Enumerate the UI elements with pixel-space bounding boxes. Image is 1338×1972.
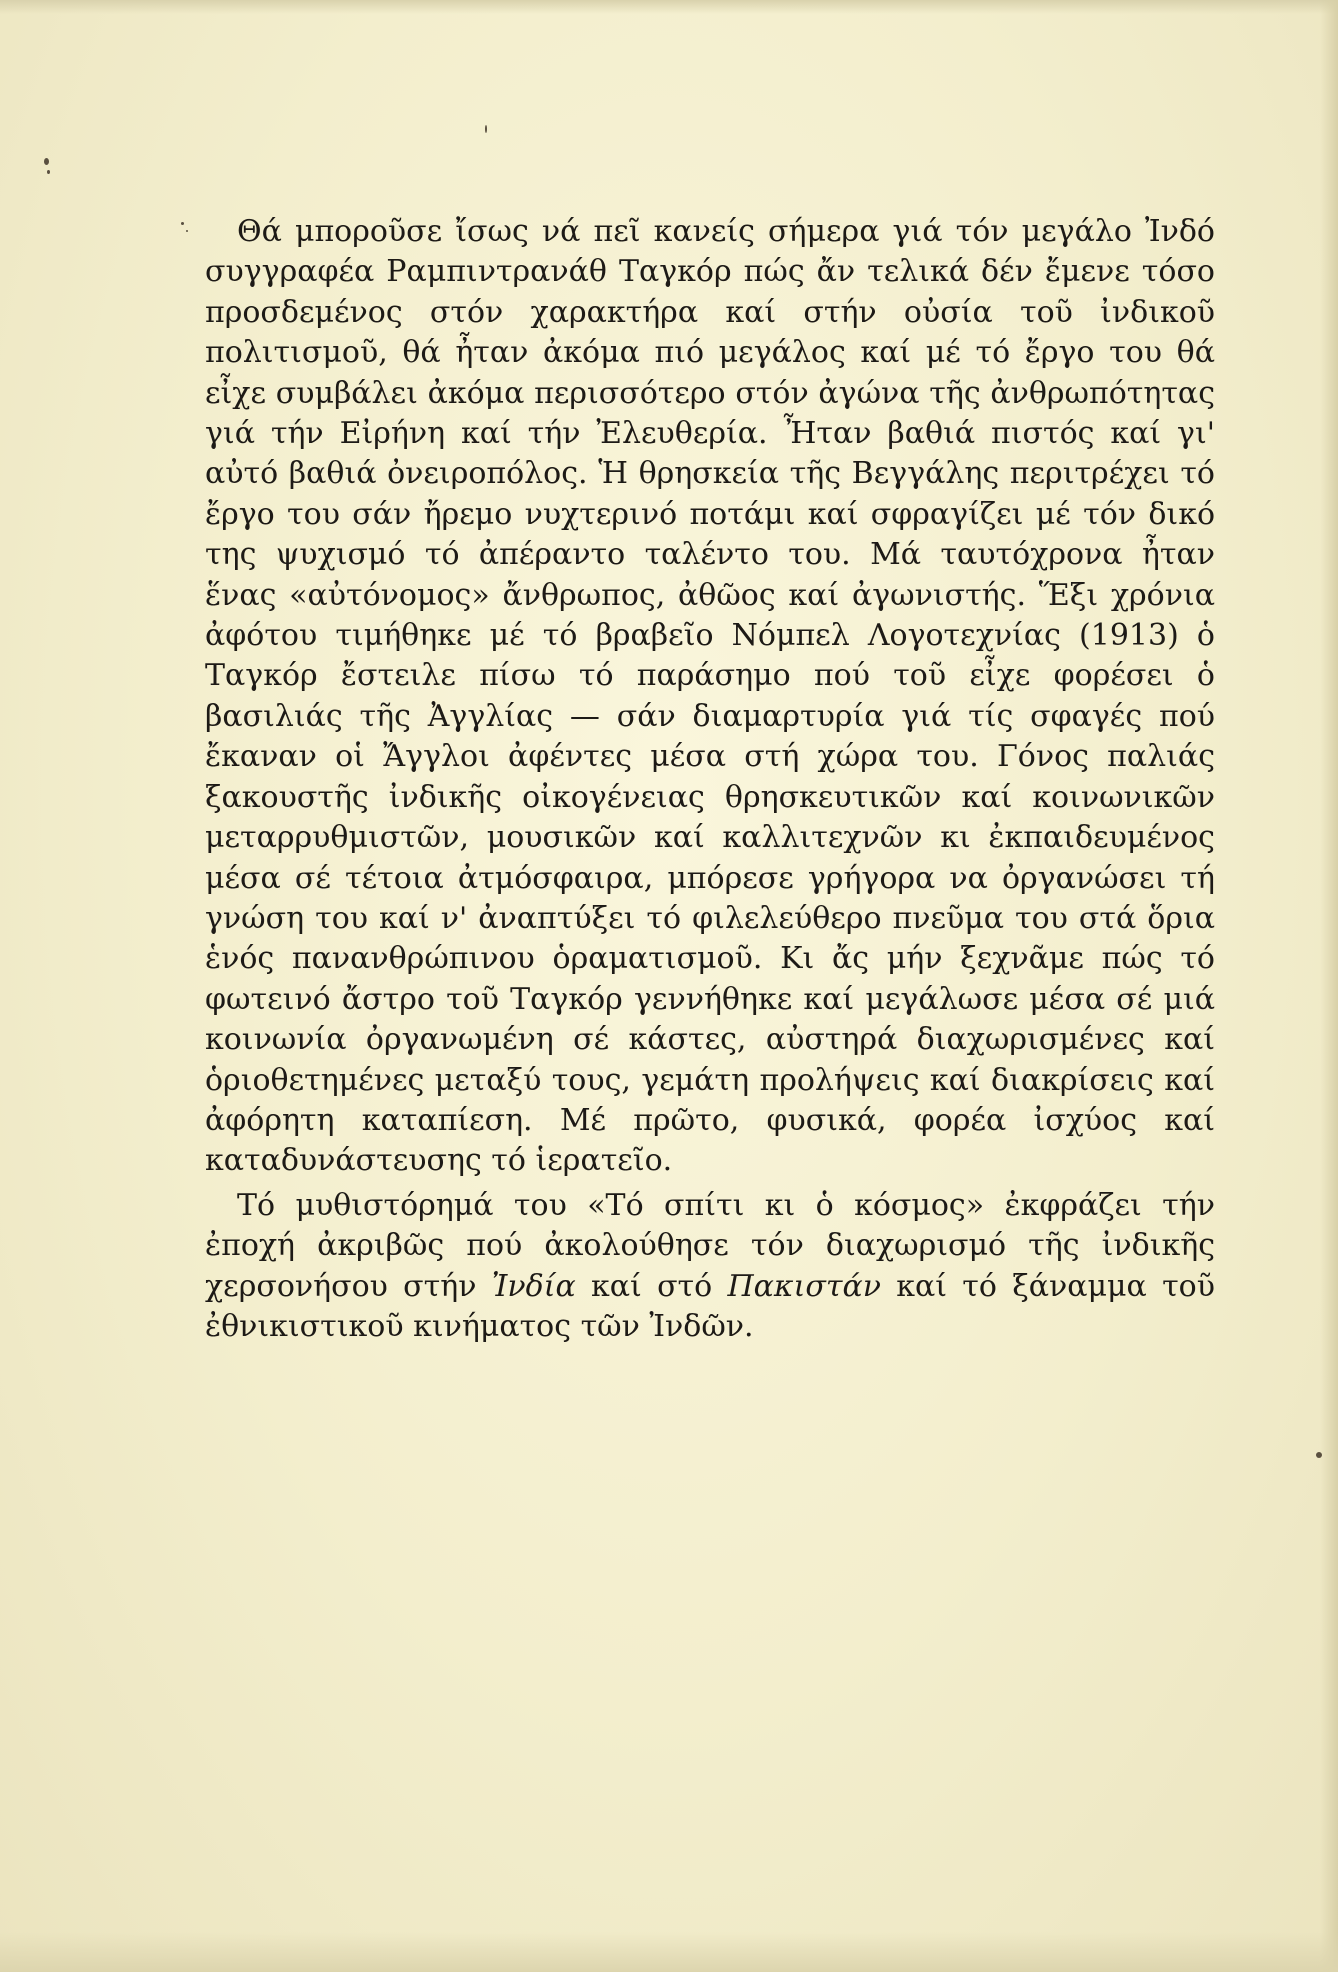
italic-term-india: Ἰνδία — [491, 1268, 576, 1304]
paragraph-novel-description — [205, 1186, 1215, 1348]
paper-speck — [1316, 1452, 1322, 1458]
page-right-edge-shadow — [1320, 0, 1338, 1972]
paper-speck — [186, 230, 188, 232]
paper-speck — [44, 158, 49, 165]
paragraph-2-text-part-2: καί στό — [575, 1268, 728, 1304]
italic-term-pakistan: Πακιστάν — [727, 1268, 881, 1304]
paper-speck — [485, 125, 487, 133]
paper-speck — [47, 170, 50, 174]
page-top-edge-shadow — [0, 0, 1338, 14]
paragraph-tagore-biography: Θά μποροῦσε ἴσως νά πεῖ κανείς σήμερα γιά τόν μεγάλο Ἰνδό συγγραφέα Ραμπιντρανάθ Ταγκόρ πώς ἄν τελικά δέν ἔμενε τόσο προσδεμένος στόν χαρακτήρα καί στήν οὐσία τοῦ ἰνδικοῦ πολιτισμοῦ, θά ἦταν ἀκόμα πιό μεγάλος καί μέ τό ἔργο του θά εἶχε συμβάλει ἀκόμα περισσότερο στόν ἀγώνα τῆς ἀνθρωπότητας γιά τήν Εἰρήνη καί τήν Ἐλευθερία. Ἦταν βαθιά πιστός καί γι' αὐτό βαθιά ὀνειροπόλος. Ἡ θρησκεία τῆς Βεγγάλης περιτρέχει τό ἔργο του σάν ἤρεμο νυχτερινό ποτάμι καί σφραγίζει μέ τόν δικό της ψυχισμό τό ἀπέραντο ταλέντο του. Μά ταυτόχρονα ἦταν ἕνας «αὐτόνομος» ἄνθρωπος, ἀθῶος καί ἀγωνιστής. Ἕξι χρόνια ἀφότου τιμήθηκε μέ τό βραβεῖο Νόμπελ Λογοτεχνίας (1913) ὁ Ταγκόρ ἔστειλε πίσω τό παράσημο πού τοῦ εἶχε φορέσει ὁ βασιλιάς τῆς Ἀγγλίας — σάν διαμαρτυρία γιά τίς σφαγές πού ἔκαναν οἱ Ἄγγλοι ἀφέντες μέσα στή χώρα του. Γόνος παλιάς ξακουστῆς ἰνδικῆς οἰκογένειας θρησκευτικῶν καί κοινωνικῶν μεταρρυθμιστῶν, μουσικῶν καί καλλιτεχνῶν κι ἐκπαιδευμένος μέσα σέ τέτοια ἀτμόσφαιρα, μπόρεσε γρήγορα να ὀργανώσει τή γνώση του καί ν' ἀναπτύξει τό φιλελεύθερο πνεῦμα του στά ὅρια ἑνός πανανθρώπινου ὁραματισμοῦ. Κι ἄς μήν ξεχνᾶμε πώς τό φωτεινό ἄστρο τοῦ Ταγκόρ γεννήθηκε καί μεγάλωσε μέσα σέ μιά κοινωνία ὀργανωμένη σέ κάστες, αὐστηρά διαχωρισμένες καί ὁριοθετημένες μεταξύ τους, γεμάτη προλήψεις καί διακρίσεις καί ἀφόρητη καταπίεση. Μέ πρῶτο, φυσικά, φορέα ἰσχύος καί καταδυνάστευσης τό ἱερατεῖο. — [205, 214, 1215, 1179]
paragraph-2-text-part-1: Τό μυθιστόρημά του «Τό σπίτι κι ὁ κόσμος» ἐκφράζει τήν ἐποχή ἀκριβῶς πού ἀκολούθησε τόν διαχωρισμό τῆς ἰνδικῆς χερσονήσου στήν — [205, 1187, 1215, 1304]
paragraph-2-text-part-3: καί τό ξάναμμα τοῦ ἐθνικιστικοῦ κινήματος τῶν Ἰνδῶν. — [205, 1268, 1215, 1344]
page-bottom-edge-shadow — [0, 1932, 1338, 1972]
paper-speck — [181, 222, 184, 225]
body-text — [205, 212, 1215, 1347]
